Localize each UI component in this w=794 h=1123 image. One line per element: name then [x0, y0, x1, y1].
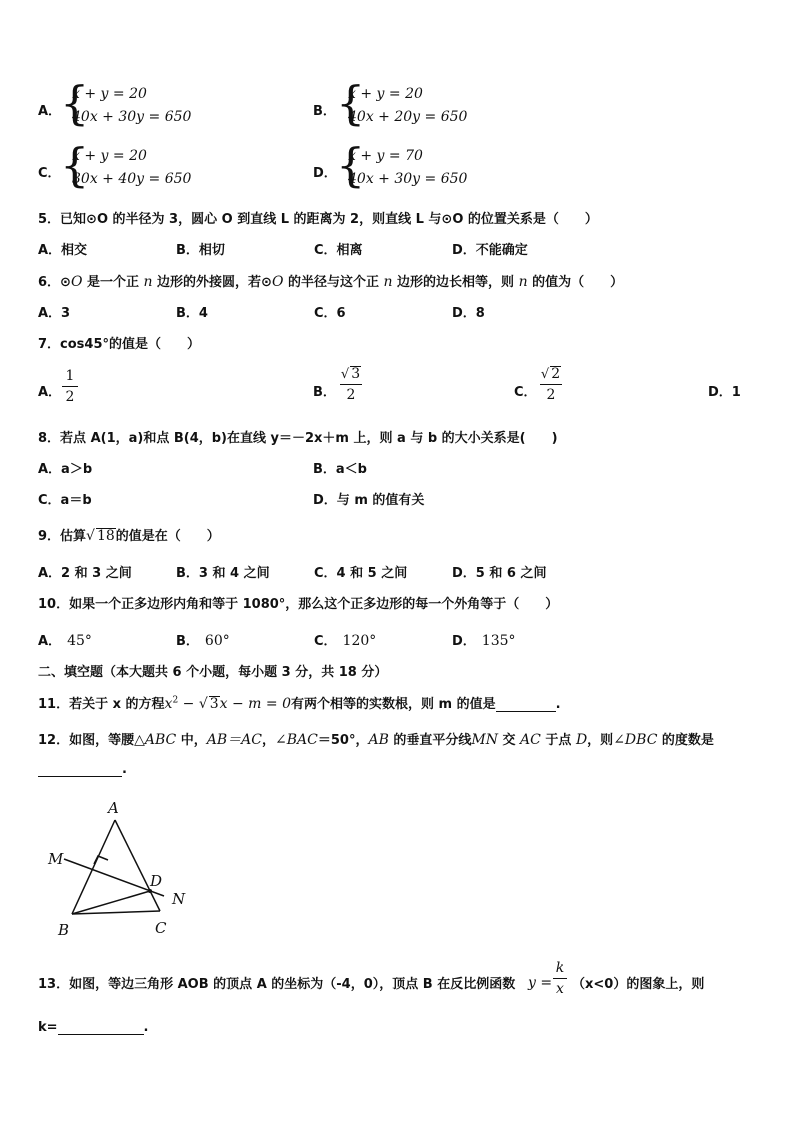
q9-option-b: B．3 和 4 之间 — [176, 566, 270, 581]
q8-stem: 8．若点 A(1，a)和点 B(4，b)在直线 y＝－2x＋m 上，则 a 与 b 的大小关系是( ) — [38, 431, 558, 446]
q11-answer-blank[interactable] — [496, 699, 556, 712]
q9-option-c: C．4 和 5 之间 — [314, 566, 408, 581]
q4-a-eq2: 40x + 30y = 650 — [72, 109, 192, 125]
label-a: A — [108, 799, 119, 817]
q13-answer-line: k= . — [38, 1020, 149, 1035]
q7-option-a-label: A． — [38, 385, 62, 400]
label-c: C — [155, 919, 167, 937]
q11-stem: 11．若关于 x 的方程$x^2$ − √ 3x − m = 0有两个相等的实数根，则 m 的值是 . — [38, 695, 561, 712]
q12-triangle-figure — [40, 790, 200, 940]
q6-option-a: A．3 — [38, 306, 71, 321]
q13-y: y = — [528, 975, 553, 991]
q5-option-d: D．不能确定 — [452, 243, 528, 258]
q7-option-b-label: B． — [313, 385, 336, 400]
q12-answer-line: . — [38, 762, 127, 777]
label-d: D — [150, 872, 163, 890]
label-n: N — [172, 890, 186, 908]
q4-c-eq2: 30x + 40y = 650 — [72, 171, 192, 187]
q7-stem: 7．cos45°的值是（ ） — [38, 337, 201, 352]
segment-bc — [72, 911, 160, 914]
segment-ab — [72, 820, 115, 914]
q4-option-c-label: C． — [38, 166, 61, 181]
q4-option-d-label: D． — [313, 166, 337, 181]
q13-fraction: k x — [553, 960, 567, 997]
q7-option-b-fraction: √ 3 2 — [340, 366, 361, 403]
q13-stem-tail: （x<0）的图象上，则 — [572, 977, 705, 992]
q4-b-eq1: x + y = 20 — [348, 86, 423, 102]
q5-option-b: B．相切 — [176, 243, 225, 258]
q4-option-a-label: A． — [38, 104, 62, 119]
q4-d-eq1: x + y = 70 — [348, 148, 423, 164]
q4-d-eq2: 40x + 30y = 650 — [348, 171, 468, 187]
q5-option-c: C．相离 — [314, 243, 363, 258]
q6-option-c: C．6 — [314, 306, 346, 321]
q4-b-eq2: 40x + 20y = 650 — [348, 109, 468, 125]
q12-answer-blank[interactable] — [38, 764, 122, 777]
q6-option-b: B．4 — [176, 306, 208, 321]
q5-stem: 5．已知⊙O 的半径为 3，圆心 O 到直线 L 的距离为 2，则直线 L 与⊙O 的位置关系是（ ） — [38, 212, 598, 227]
q10-option-d: D． 135° — [452, 633, 516, 649]
q8-option-c: C．a＝b — [38, 493, 92, 508]
section-heading-fill-in: 二、填空题（本大题共 6 个小题，每小题 3 分，共 18 分） — [38, 665, 388, 680]
q7-option-d: D．1 — [708, 385, 741, 400]
q10-option-c: C． 120° — [314, 633, 377, 649]
q9-stem: 9．估算√ 18的值是在（ ） — [38, 528, 220, 544]
q4-c-eq1: x + y = 20 — [72, 148, 147, 164]
q7-option-a-fraction: 1 2 — [62, 368, 78, 405]
q4-a-eq1: x + y = 20 — [72, 86, 147, 102]
q13-stem: 13．如图，等边三角形 AOB 的顶点 A 的坐标为（-4，0），顶点 B 在反比例函数 — [38, 977, 516, 992]
q13-answer-blank[interactable] — [58, 1022, 144, 1035]
q9-option-a: A．2 和 3 之间 — [38, 566, 132, 581]
segment-ac — [115, 820, 163, 911]
q10-option-b: B． 60° — [176, 633, 230, 649]
q6-option-d: D．8 — [452, 306, 485, 321]
q10-option-a: A． 45° — [38, 633, 92, 649]
q7-option-c-label: C． — [514, 385, 537, 400]
q4-option-b-label: B． — [313, 104, 336, 119]
segment-bd — [72, 891, 150, 914]
q5-option-a: A．相交 — [38, 243, 88, 258]
q9-option-d: D．5 和 6 之间 — [452, 566, 547, 581]
q10-stem: 10．如果一个正多边形内角和等于 1080°，那么这个正多边形的每一个外角等于（ ） — [38, 597, 559, 612]
q6-stem: 6．⊙O 是一个正 n 边形的外接圆，若⊙O 的半径与这个正 n 边形的边长相等，则 n 的值为（ ） — [38, 274, 624, 290]
q12-stem: 12．如图，等腰△ABC 中，AB＝AC，∠BAC＝50°，AB 的垂直平分线MN 交 AC 于点 D，则∠DBC 的度数是 — [38, 732, 714, 748]
label-b: B — [58, 921, 70, 939]
q7-option-c-fraction: √ 2 2 — [540, 366, 561, 403]
q8-option-b: B．a＜b — [313, 462, 367, 477]
q8-option-a: A．a＞b — [38, 462, 93, 477]
label-m: M — [48, 850, 64, 868]
q8-option-d: D．与 m 的值有关 — [313, 493, 425, 508]
